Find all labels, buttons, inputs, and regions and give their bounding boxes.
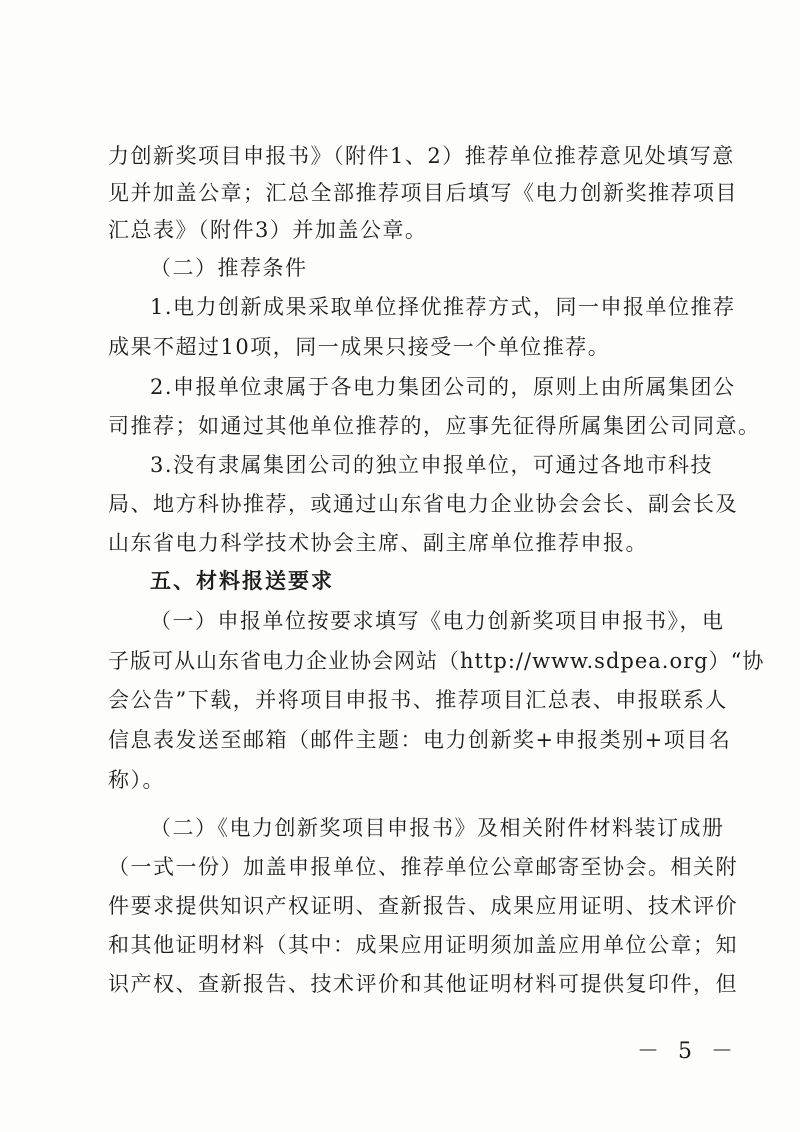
text-line-13: （一）申报单位按要求填写《电力创新奖项目申报书》，电 [150, 609, 725, 633]
text-line-1: 力创新奖项目申报书》（附件1、2）推荐单位推荐意见处填写意 [108, 144, 735, 168]
text-line-15: 会公告”下载，并将项目申报书、推荐项目汇总表、申报联系人 [108, 688, 728, 712]
section-heading: 五、材料报送要求 [150, 569, 334, 593]
text-line-10: 局、地方科协推荐，或通过山东省电力企业协会会长、副会长及 [108, 492, 738, 516]
text-line-14: 子版可从山东省电力企业协会网站（http://www.sdpea.org）“协 [108, 649, 765, 673]
text-line-19: （一式一份）加盖申报单位、推荐单位公章邮寄至协会。相关附 [108, 855, 738, 879]
text-line-21: 和其他证明材料（其中：成果应用证明须加盖应用单位公章；知 [108, 933, 738, 957]
text-line-16: 信息表发送至邮箱（邮件主题：电力创新奖+申报类别+项目名 [108, 728, 732, 752]
text-line-9: 3.没有隶属集团公司的独立申报单位，可通过各地市科技 [150, 453, 714, 477]
text-line-7: 2.申报单位隶属于各电力集团公司的，原则上由所属集团公 [150, 375, 736, 399]
section-subheading: （二）推荐条件 [150, 256, 308, 280]
text-line-2: 见并加盖公章；汇总全部推荐项目后填写《电力创新奖推荐项目 [108, 181, 738, 205]
text-line-5: 1.电力创新成果采取单位择优推荐方式，同一申报单位推荐 [150, 295, 736, 319]
text-line-3: 汇总表》（附件3）并加盖公章。 [108, 218, 428, 242]
page-number: － 5 － [637, 1039, 739, 1064]
text-line-20: 件要求提供知识产权证明、查新报告、成果应用证明、技术评价 [108, 894, 738, 918]
text-line-18: （二）《电力创新奖项目申报书》及相关附件材料装订成册 [150, 816, 725, 840]
text-line-8: 司推荐；如通过其他单位推荐的，应事先征得所属集团公司同意。 [108, 414, 761, 438]
text-line-17: 称）。 [108, 768, 165, 792]
text-line-11: 山东省电力科学技术协会主席、副主席单位推荐申报。 [108, 531, 648, 555]
text-line-22: 识产权、查新报告、技术评价和其他证明材料可提供复印件，但 [108, 972, 738, 996]
text-line-6: 成果不超过10项，同一成果只接受一个单位推荐。 [108, 335, 611, 359]
